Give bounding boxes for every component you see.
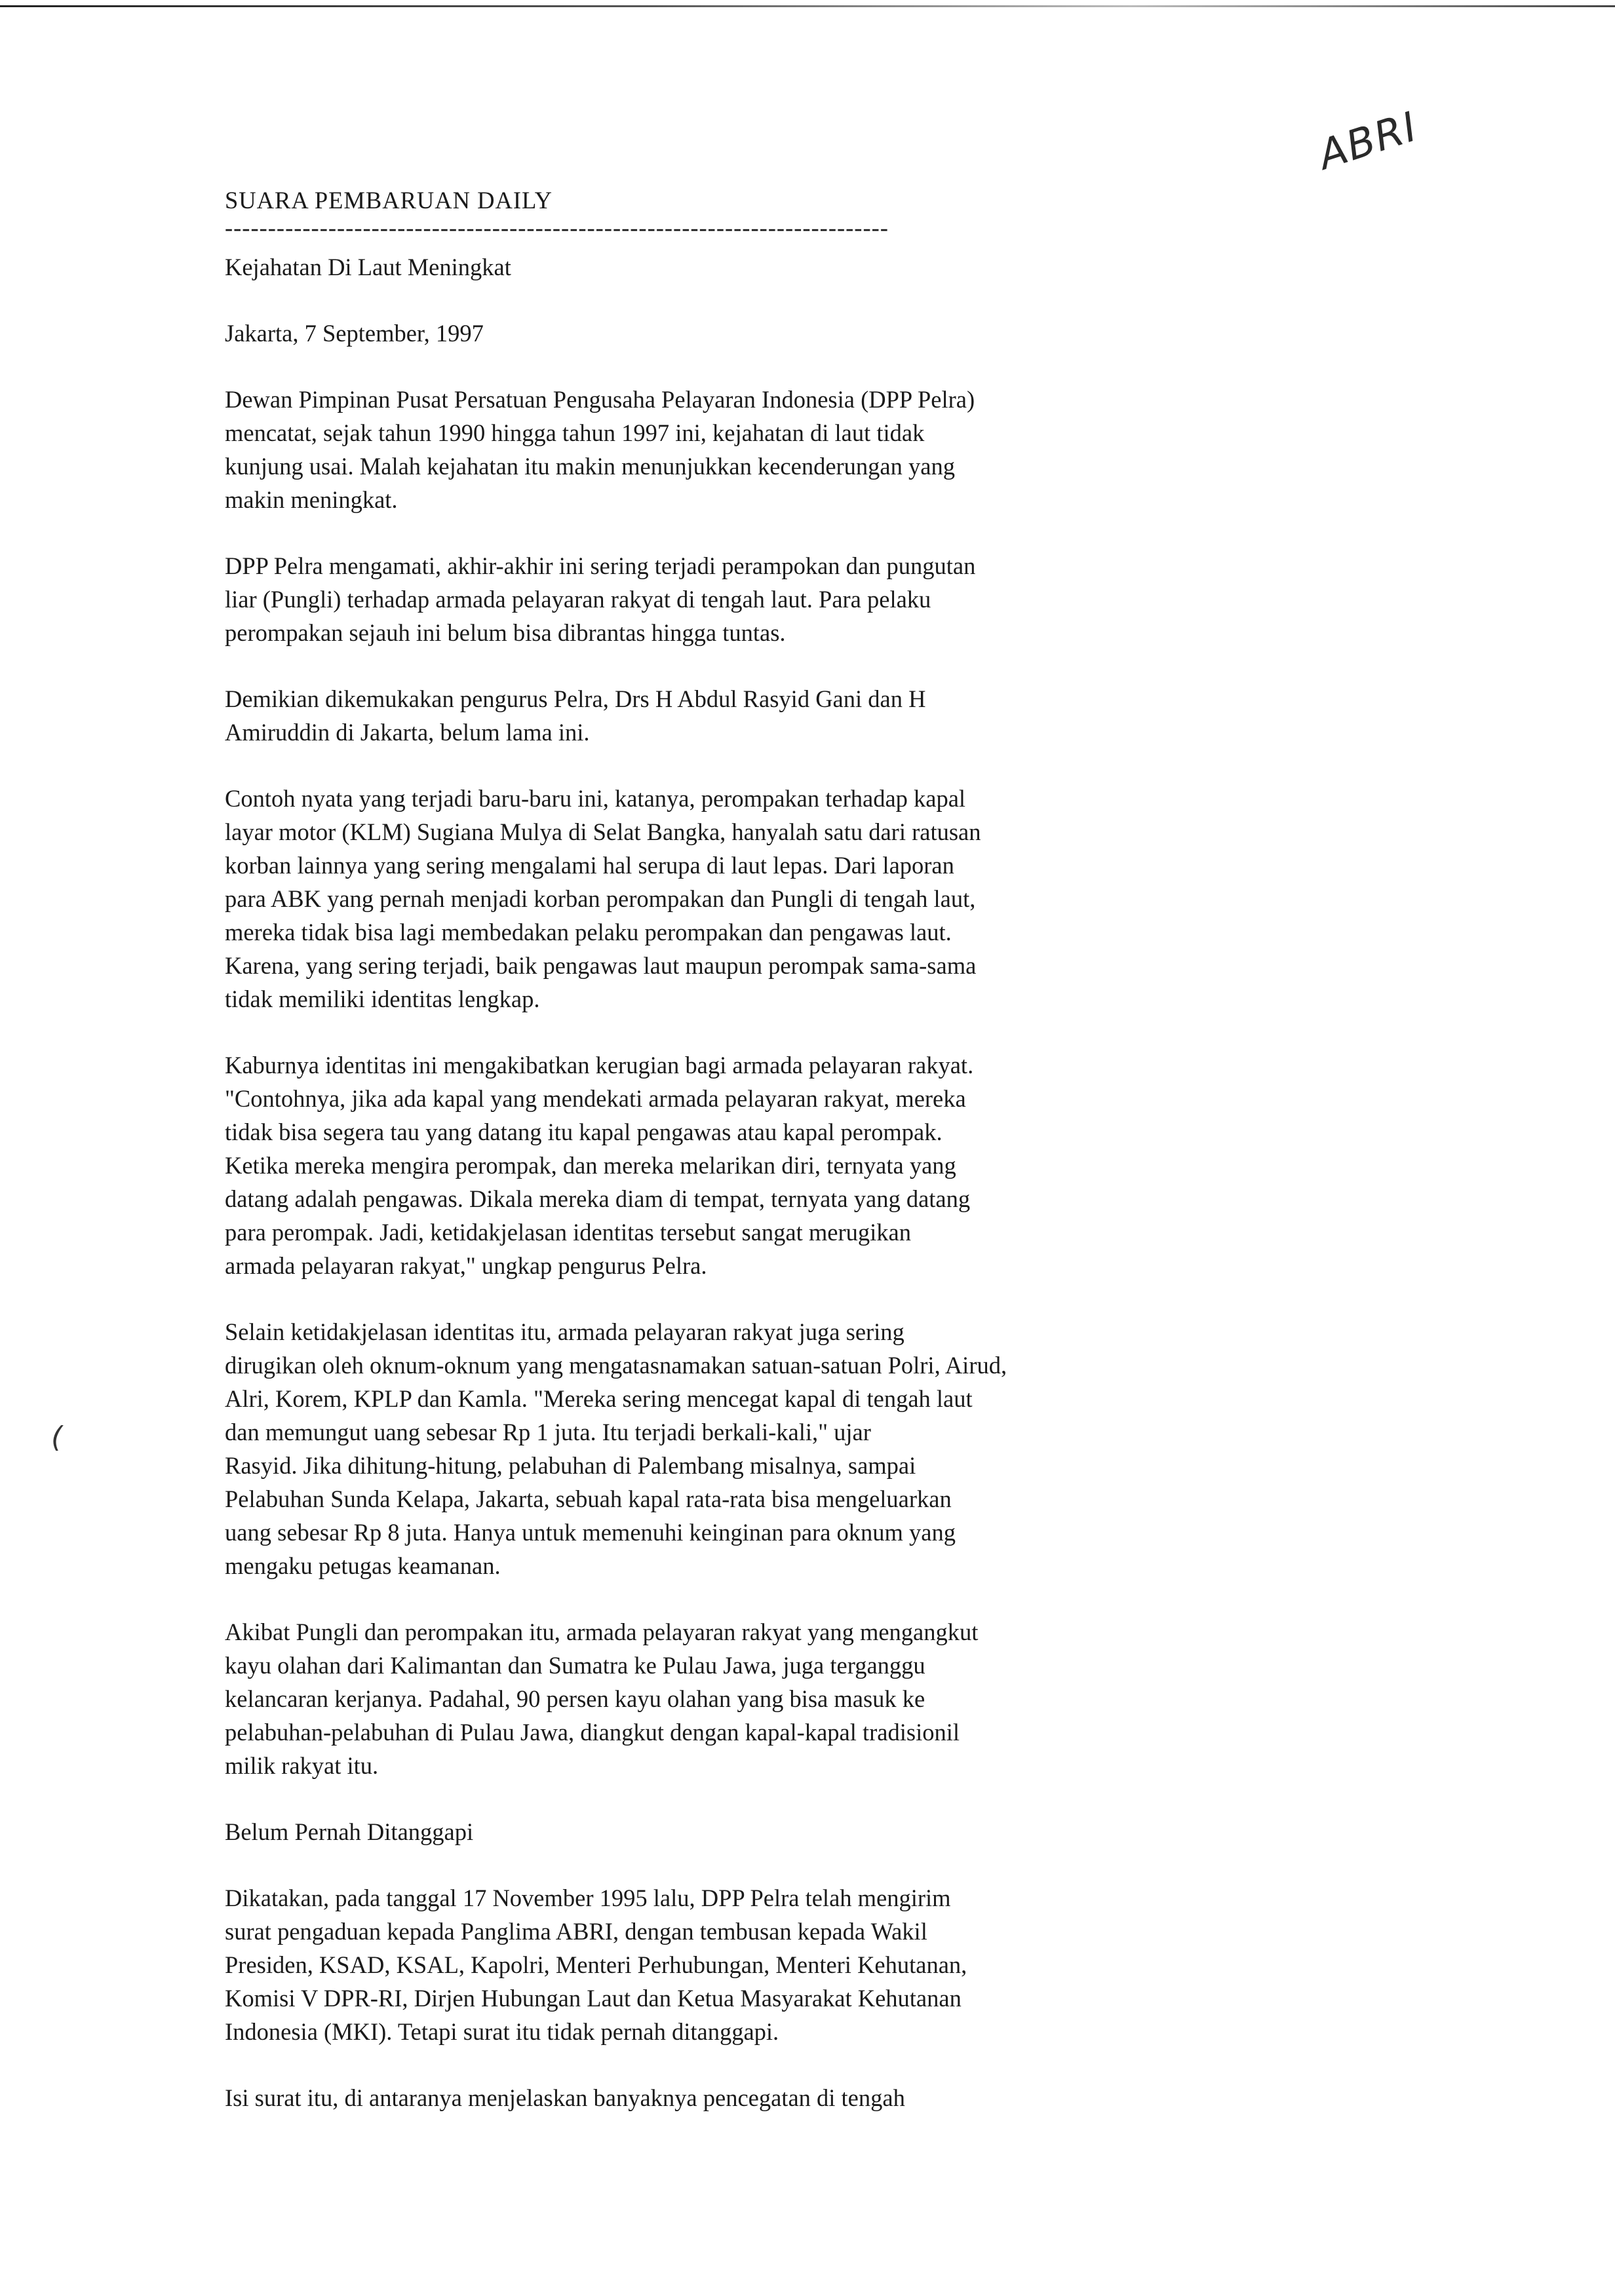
section-subheading: Belum Pernah Ditanggapi — [225, 1818, 474, 1845]
article-headline: Kejahatan Di Laut Meningkat — [225, 254, 511, 280]
article-dateline: Jakarta, 7 September, 1997 — [225, 320, 484, 347]
paragraph: Isi surat itu, di antaranya menjelaskan banyaknya pencegatan di tengah — [225, 2084, 905, 2111]
paragraph: Selain ketidakjelasan identitas itu, armada pelayaran rakyat juga sering dirugikan oleh oknum-oknum yang mengatasnamakan satuan-satuan Polri, Airud, Alri, Korem, KPLP dan Kamla. "Mereka sering mencegat kapal di tengah laut dan memungut uang sebesar Rp 1 juta. Itu terjadi berkali-kali," ujar Rasyid. Jika dihitung-hitung, pelabuhan di Palembang misalnya, sampai Pelabuhan Sunda Kelapa, Jakarta, sebuah kapal rata-rata bisa mengeluarkan uang sebesar Rp 8 juta. Hanya untuk memenuhi keinginan para oknum yang mengaku petugas keamanan. — [225, 1318, 1007, 1579]
paragraph: Contoh nyata yang terjadi baru-baru ini, katanya, perompakan terhadap kapal layar motor (KLM) Sugiana Mulya di Selat Bangka, hanyalah satu dari ratusan korban lainnya yang sering mengalami hal serupa di laut lepas. Dari laporan para ABK yang pernah menjadi korban perompakan dan Pungli di tengah laut, mereka tidak bisa lagi membedakan pelaku perompakan dan pengawas laut. Karena, yang sering terjadi, baik pengawas laut maupun perompak sama-sama tidak memiliki identitas lengkap. — [225, 785, 981, 1012]
margin-pen-mark: ( — [51, 1421, 63, 1454]
paragraph: Dikatakan, pada tanggal 17 November 1995 lalu, DPP Pelra telah mengirim surat pengaduan kepada Panglima ABRI, dengan tembusan kepada Wakil Presiden, KSAD, KSAL, Kapolri, Menteri Perhubungan, Menteri Kehutanan, Komisi V DPR-RI, Dirjen Hubungan Laut dan Ketua Masyarakat Kehutanan Indonesia (MKI). Tetapi surat itu tidak pernah ditanggapi. — [225, 1885, 967, 2045]
separator-line: ----------------------------------------------------------------------------- — [225, 217, 889, 241]
paragraph: Demikian dikemukakan pengurus Pelra, Drs H Abdul Rasyid Gani dan H Amiruddin di Jakarta, belum lama ini. — [225, 685, 926, 746]
paragraph: Akibat Pungli dan perompakan itu, armada pelayaran rakyat yang mengangkut kayu olahan dari Kalimantan dan Sumatra ke Pulau Jawa, juga terganggu kelancaran kerjanya. Padahal, 90 persen kayu olahan yang bisa masuk ke pelabuhan-pelabuhan di Pulau Jawa, diangkut dengan kapal-kapal tradisionil milik rakyat itu. — [225, 1618, 979, 1779]
publication-name: SUARA PEMBARUAN DAILY — [225, 187, 553, 214]
paragraph: Dewan Pimpinan Pusat Persatuan Pengusaha Pelayaran Indonesia (DPP Pelra) mencatat, sejak tahun 1990 hingga tahun 1997 ini, kejahatan di laut tidak kunjung usai. Malah kejahatan itu makin menunjukkan kecenderungan yang makin meningkat. — [225, 386, 975, 513]
paragraph: DPP Pelra mengamati, akhir-akhir ini sering terjadi perampokan dan pungutan liar (Pungli) terhadap armada pelayaran rakyat di tengah laut. Para pelaku perompakan sejauh ini belum bisa dibrantas hingga tuntas. — [225, 552, 976, 646]
paragraph: Kaburnya identitas ini mengakibatkan kerugian bagi armada pelayaran rakyat. "Contohnya, jika ada kapal yang mendekati armada pelayaran rakyat, mereka tidak bisa segera tau yang datang itu kapal pengawas atau kapal perompak. Ketika mereka mengira perompak, dan mereka melarikan diri, ternyata yang datang adalah pengawas. Dikala mereka diam di tempat, ternyata yang datang para perompak. Jadi, ketidakjelasan identitas tersebut sangat merugikan armada pelayaran rakyat," ungkap pengurus Pelra. — [225, 1052, 974, 1279]
handwritten-annotation: ABRI — [1312, 102, 1424, 180]
scan-top-edge-line — [0, 5, 1615, 7]
document-body — [225, 183, 1136, 2147]
